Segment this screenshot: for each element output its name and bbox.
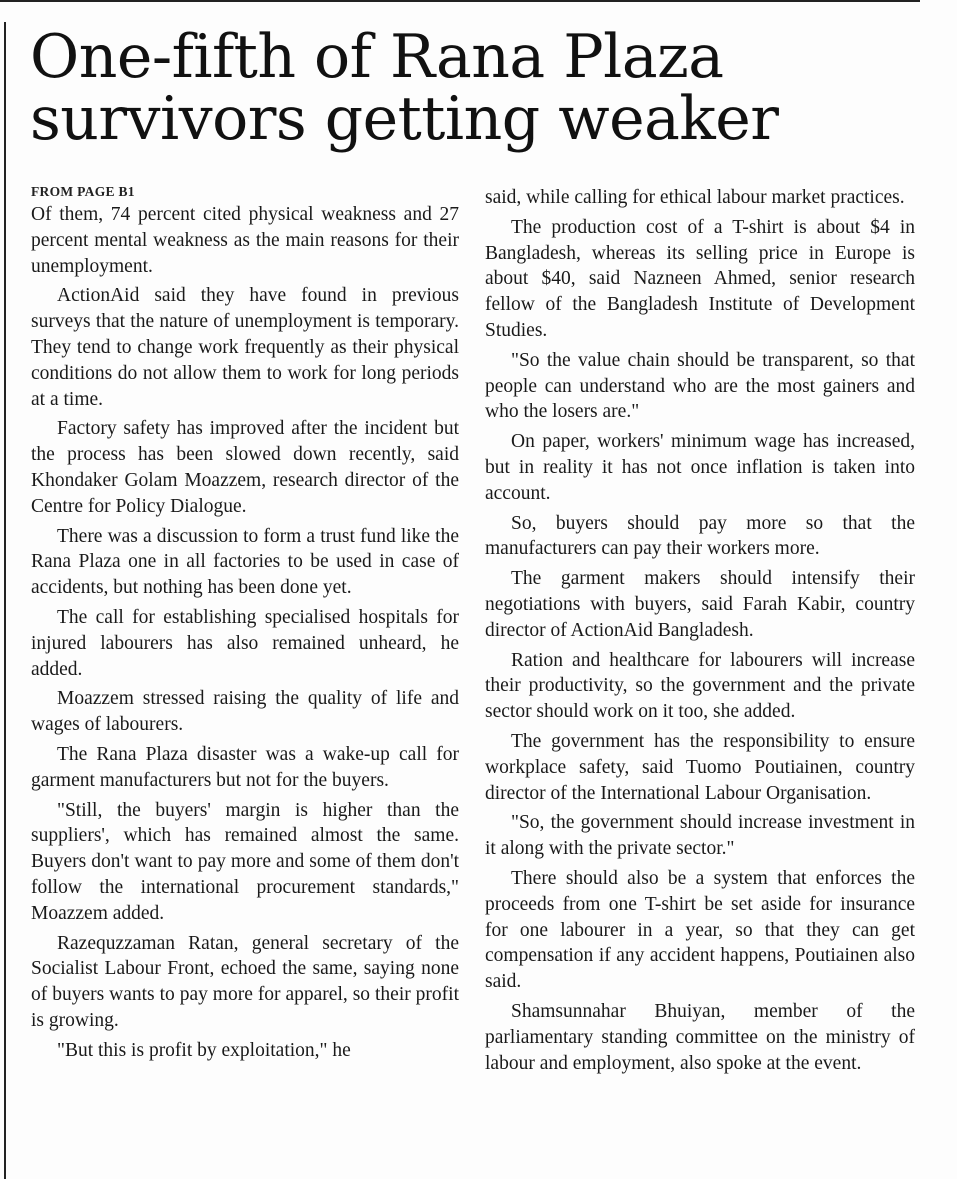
paragraph: Ration and healthcare for labourers will increase their productivity, so the government and the private sector should work on it too, she added. [485, 649, 915, 723]
paragraph: "So the value chain should be transparent, so that people can understand who are the most gainers and who the losers are." [485, 349, 915, 423]
paragraph: The government has the responsibility to ensure workplace safety, said Tuomo Poutiainen, country director of the International Labour Organisation. [485, 730, 915, 804]
top-rule [0, 0, 920, 2]
paragraph: "Still, the buyers' margin is higher than the suppliers', which has remained almost the same. Buyers don't want to pay more and some of them don't follow the international procurement standards," Moazzem added. [31, 799, 459, 924]
paragraph: "So, the government should increase investment in it along with the private sector." [485, 812, 915, 860]
paragraph: Factory safety has improved after the incident but the process has been slowed down recently, said Khondaker Golam Moazzem, research director of the Centre for Policy Dialogue. [31, 418, 459, 517]
jump-kicker: FROM PAGE B1 [31, 184, 135, 199]
paragraph: So, buyers should pay more so that the manufacturers can pay their workers more. [485, 512, 915, 560]
right-column [485, 185, 915, 1080]
paragraph: There was a discussion to form a trust fund like the Rana Plaza one in all factories to be used in case of accidents, but nothing has been done yet. [31, 525, 459, 599]
paragraph: said, while calling for ethical labour market practices. [485, 187, 905, 208]
paragraph: The garment makers should intensify their negotiations with buyers, said Farah Kabir, country director of ActionAid Bangladesh. [485, 568, 915, 641]
paragraph: On paper, workers' minimum wage has increased, but in reality it has not once inflation is taken into account. [485, 431, 915, 504]
paragraph: "But this is profit by exploitation," he [57, 1039, 351, 1061]
paragraph: The production cost of a T-shirt is about $4 in Bangladesh, whereas its selling price in Europe is about $40, said Nazneen Ahmed, senior research fellow of the Bangladesh Institute of Development Studies. [485, 216, 915, 341]
left-column [31, 183, 459, 1068]
paragraph: The Rana Plaza disaster was a wake-up call for garment manufacturers but not for the buyers. [31, 743, 459, 791]
paragraph: The call for establishing specialised hospitals for injured labourers has also remained unheard, he added. [31, 606, 459, 680]
headline: One-fifth of Rana Plaza survivors getting weaker [30, 22, 779, 154]
paragraph: Moazzem stressed raising the quality of life and wages of labourers. [31, 688, 459, 736]
left-column-rule [4, 22, 6, 1179]
paragraph: Razequzzaman Ratan, general secretary of the Socialist Labour Front, echoed the same, saying none of buyers wants to pay more for apparel, so their profit is growing. [31, 932, 459, 1031]
paragraph: Shamsunnahar Bhuiyan, member of the parliamentary standing committee on the ministry of labour and employment, also spoke at the event. [485, 1000, 915, 1074]
paragraph: There should also be a system that enforces the proceeds from one T-shirt be set aside for insurance for one labourer in a year, so that they can get compensation if any accident happens, Poutiainen also said. [485, 867, 915, 993]
paragraph: Of them, 74 percent cited physical weakness and 27 percent mental weakness as the main reasons for their unemployment. [31, 204, 459, 277]
paragraph: ActionAid said they have found in previous surveys that the nature of unemployment is temporary. They tend to change work frequently as their physical conditions do not allow them to work for long periods at a time. [31, 285, 459, 410]
